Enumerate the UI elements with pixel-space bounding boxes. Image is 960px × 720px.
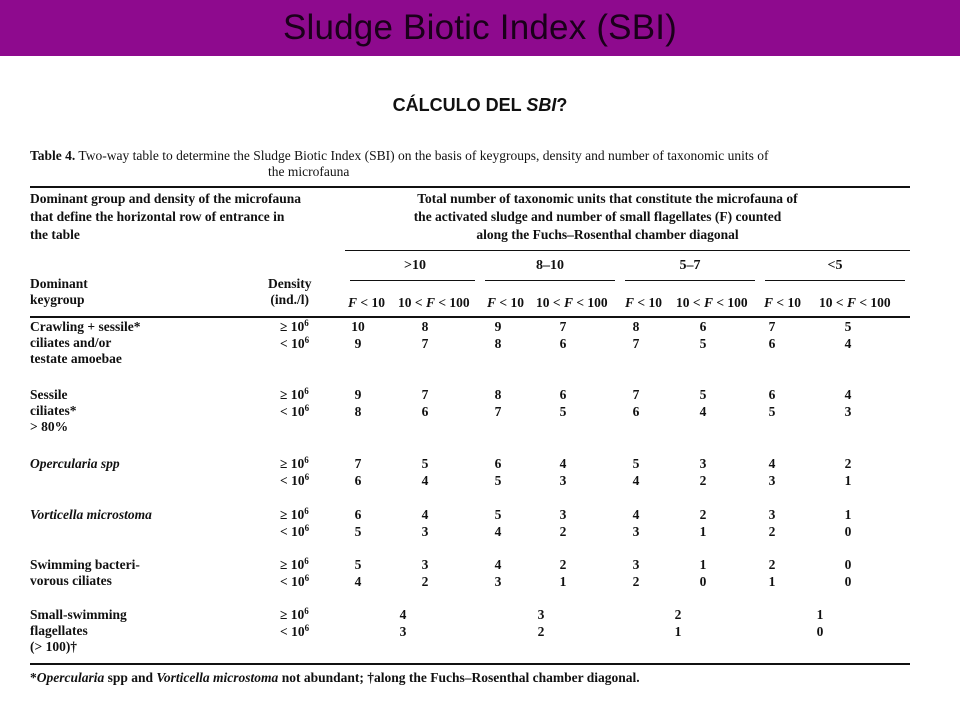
density-low [280, 336, 309, 352]
table-cell-value: 6 [354, 473, 362, 488]
density-label [268, 276, 312, 308]
density-text: < 10 [280, 574, 305, 589]
header-rule [345, 250, 910, 251]
density-high [280, 456, 309, 472]
table-cell-value: 6 [768, 387, 776, 402]
table-cell-value: 3 [768, 507, 776, 522]
density-text: ≥ 10 [280, 456, 305, 471]
table-cell-value: 3 [421, 557, 429, 572]
table-cell-value: 2 [699, 507, 707, 522]
table-cell-value: 8 [421, 319, 429, 334]
density-exponent: 6 [304, 318, 309, 328]
table-cell-value: 6 [699, 319, 707, 334]
f-col-header: 10 < F < 100 [536, 295, 608, 310]
table-cell-value: 2 [699, 473, 707, 488]
table-cell-value: 2 [559, 557, 567, 572]
table-cell-value: 5 [494, 473, 502, 488]
f-col-header: 10 < F < 100 [398, 295, 470, 310]
f-col-header: F < 10 [764, 295, 801, 310]
table-top-rule [30, 186, 910, 188]
table-cell-value: 1 [699, 524, 707, 539]
subtitle-prefix: CÁLCULO DEL [392, 95, 527, 115]
table-cell-value: 9 [354, 387, 362, 402]
density-text: ≥ 10 [280, 319, 305, 334]
density-high [280, 507, 309, 523]
table-cell-value: 4 [559, 456, 567, 471]
table-cell-value: 6 [421, 404, 429, 419]
table-cell-value: 5 [421, 456, 429, 471]
table-caption [30, 148, 915, 180]
row-label-line: vorous ciliates [30, 573, 112, 588]
density-exponent: 6 [304, 573, 310, 583]
table-cell-value: 7 [559, 319, 567, 334]
footnote-mark: * [30, 670, 37, 685]
table-cell-value: 4 [399, 607, 407, 622]
table-cell-value: 4 [699, 404, 707, 419]
dominant-label-line: keygroup [30, 292, 85, 307]
table-cell-value: 5 [768, 404, 776, 419]
f-col-header: F < 10 [487, 295, 524, 310]
row-label [30, 387, 77, 435]
table-cell-value: 0 [844, 557, 852, 572]
dominant-label-line: Dominant [30, 276, 88, 291]
density-exponent: 6 [304, 335, 310, 345]
table-cell-value: 1 [844, 507, 852, 522]
table-cell-value: 8 [632, 319, 640, 334]
table-cell-value: 3 [559, 473, 567, 488]
table-cell-value: 3 [421, 524, 429, 539]
table-cell-value: 4 [844, 336, 852, 351]
density-exponent: 6 [304, 386, 309, 396]
header-left-line: the table [30, 227, 80, 242]
table-cell-value: 7 [768, 319, 776, 334]
density-text: < 10 [280, 336, 305, 351]
group-header: >10 [404, 258, 426, 273]
table-cell-value: 7 [421, 387, 429, 402]
density-label-line: Density [268, 276, 312, 291]
density-exponent: 6 [304, 506, 309, 516]
header-left [30, 190, 350, 244]
caption-line-1: Two-way table to determine the Sludge Biotic Index (SBI) on the basis of keygroups, density and number of taxonomic units of [78, 148, 769, 163]
table-cell-value: 3 [537, 607, 545, 622]
table-cell-value: 1 [674, 624, 682, 639]
table-cell-value: 4 [632, 507, 640, 522]
table-cell-value: 4 [844, 387, 852, 402]
density-high [280, 387, 309, 403]
density-text: < 10 [280, 404, 305, 419]
density-high [280, 607, 309, 623]
table-cell-value: 7 [494, 404, 502, 419]
table-cell-value: 6 [559, 336, 567, 351]
table-cell-value: 3 [632, 557, 640, 572]
table-cell-value: 3 [632, 524, 640, 539]
table-cell-value: 4 [494, 524, 502, 539]
header-left-line: Dominant group and density of the microfauna [30, 191, 302, 206]
table-cell-value: 6 [768, 336, 776, 351]
row-label-line: Sessile [30, 387, 68, 402]
f-col-header: F < 10 [348, 295, 385, 310]
density-text: < 10 [280, 473, 305, 488]
table-cell-value: 5 [354, 524, 362, 539]
table-cell-value: 2 [421, 574, 429, 589]
row-label-line: Small-swimming [30, 607, 127, 622]
table-cell-value: 6 [494, 456, 502, 471]
title-bar [0, 0, 960, 56]
table-bottom-rule [30, 663, 910, 665]
table-cell-value: 5 [559, 404, 567, 419]
table-cell-value: 4 [354, 574, 362, 589]
table-cell-value: 6 [559, 387, 567, 402]
caption-line-2: the microfauna [268, 164, 350, 179]
density-low [280, 624, 309, 640]
density-exponent: 6 [304, 623, 310, 633]
table-cell-value: 9 [494, 319, 502, 334]
row-label [30, 557, 140, 589]
table-cell-value: 7 [632, 387, 640, 402]
density-high [280, 319, 309, 335]
table-cell-value: 8 [494, 336, 502, 351]
row-label-line: Vorticella microstoma [30, 507, 152, 522]
row-label [30, 319, 140, 367]
header-right [345, 190, 910, 244]
group-underline [485, 280, 615, 281]
density-exponent: 6 [304, 523, 310, 533]
table-cell-value: 9 [354, 336, 362, 351]
table-cell-value: 5 [494, 507, 502, 522]
density-low [280, 404, 309, 420]
row-label [30, 507, 152, 523]
table-cell-value: 0 [844, 524, 852, 539]
group-header: 8–10 [536, 258, 564, 273]
table-cell-value: 3 [559, 507, 567, 522]
dominant-keygroup-label [30, 276, 88, 308]
table-cell-value: 7 [421, 336, 429, 351]
group-underline [765, 280, 905, 281]
density-text: ≥ 10 [280, 607, 305, 622]
caption-label: Table 4. [30, 148, 76, 163]
table-cell-value: 6 [354, 507, 362, 522]
footnote-italic-2: Vorticella microstoma [156, 670, 279, 685]
group-header: 5–7 [679, 258, 701, 273]
table-cell-value: 3 [399, 624, 407, 639]
table-cell-value: 4 [632, 473, 640, 488]
header-right-line: Total number of taxonomic units that constitute the microfauna of [417, 191, 798, 206]
f-col-header: 10 < F < 100 [676, 295, 748, 310]
group-underline [350, 280, 475, 281]
table-cell-value: 3 [494, 574, 502, 589]
subtitle-emphasis: SBI [526, 95, 557, 115]
table-cell-value: 2 [768, 557, 776, 572]
row-label [30, 607, 127, 655]
density-exponent: 6 [304, 403, 310, 413]
table-cell-value: 3 [768, 473, 776, 488]
group-underline [625, 280, 755, 281]
density-low [280, 473, 309, 489]
density-text: ≥ 10 [280, 557, 305, 572]
table-footnote [30, 670, 640, 686]
density-exponent: 6 [304, 455, 309, 465]
density-text: < 10 [280, 524, 305, 539]
row-label-line: Crawling + sessile* [30, 319, 141, 334]
table-cell-value: 0 [699, 574, 707, 589]
table-cell-value: 1 [816, 607, 824, 622]
footnote-italic-1: Opercularia [36, 670, 105, 685]
header-left-line: that define the horizontal row of entrance in [30, 209, 285, 224]
density-exponent: 6 [304, 606, 309, 616]
density-exponent: 6 [304, 472, 310, 482]
table-cell-value: 1 [844, 473, 852, 488]
footnote-text-3: not abundant; †along the Fuchs–Rosenthal chamber diagonal. [278, 670, 640, 685]
table-cell-value: 5 [354, 557, 362, 572]
group-header: <5 [827, 258, 843, 273]
table-cell-value: 2 [559, 524, 567, 539]
header-right-line: the activated sludge and number of small flagellates (F) counted [413, 209, 782, 224]
density-label-line: (ind./l) [270, 292, 310, 307]
f-col-header: 10 < F < 100 [819, 295, 891, 310]
table-cell-value: 4 [421, 507, 429, 522]
row-label-line: Opercularia spp [30, 456, 120, 471]
row-label-line: Swimming bacteri- [30, 557, 140, 572]
table-cell-value: 8 [494, 387, 502, 402]
subheader-rule [30, 316, 910, 318]
density-text: ≥ 10 [280, 507, 305, 522]
header-right-line: along the Fuchs–Rosenthal chamber diagonal [476, 227, 739, 242]
row-label-line: (> 100)† [30, 639, 78, 654]
table-cell-value: 0 [844, 574, 852, 589]
row-label-line: > 80% [30, 419, 69, 434]
table-cell-value: 0 [816, 624, 824, 639]
table-cell-value: 3 [844, 404, 852, 419]
table-cell-value: 7 [354, 456, 362, 471]
table-cell-value: 2 [844, 456, 852, 471]
row-label-line: flagellates [30, 623, 88, 638]
row-label-line: testate amoebae [30, 351, 122, 366]
density-low [280, 574, 309, 590]
table-cell-value: 2 [674, 607, 682, 622]
table-cell-value: 4 [421, 473, 429, 488]
table-cell-value: 2 [537, 624, 545, 639]
table-cell-value: 6 [632, 404, 640, 419]
table-cell-value: 7 [632, 336, 640, 351]
table-cell-value: 4 [494, 557, 502, 572]
table-cell-value: 2 [768, 524, 776, 539]
table-cell-value: 3 [699, 456, 707, 471]
table-cell-value: 10 [351, 319, 365, 334]
density-exponent: 6 [304, 556, 309, 566]
table-cell-value: 5 [699, 336, 707, 351]
row-label [30, 456, 120, 472]
row-label-line: ciliates and/or [30, 335, 112, 350]
density-text: < 10 [280, 624, 305, 639]
table-cell-value: 5 [632, 456, 640, 471]
subtitle [0, 95, 960, 116]
table-cell-value: 4 [768, 456, 776, 471]
density-high [280, 557, 309, 573]
table-cell-value: 5 [844, 319, 852, 334]
table-cell-value: 2 [632, 574, 640, 589]
f-col-header: F < 10 [625, 295, 662, 310]
table-cell-value: 8 [354, 404, 362, 419]
table-cell-value: 1 [768, 574, 776, 589]
row-label-line: ciliates* [30, 403, 77, 418]
table-cell-value: 5 [699, 387, 707, 402]
slide-title: Sludge Biotic Index (SBI) [282, 8, 678, 47]
table-cell-value: 1 [699, 557, 707, 572]
subtitle-suffix: ? [556, 95, 568, 115]
footnote-text-2: spp and [104, 670, 157, 685]
density-low [280, 524, 309, 540]
density-text: ≥ 10 [280, 387, 305, 402]
table-cell-value: 1 [559, 574, 567, 589]
